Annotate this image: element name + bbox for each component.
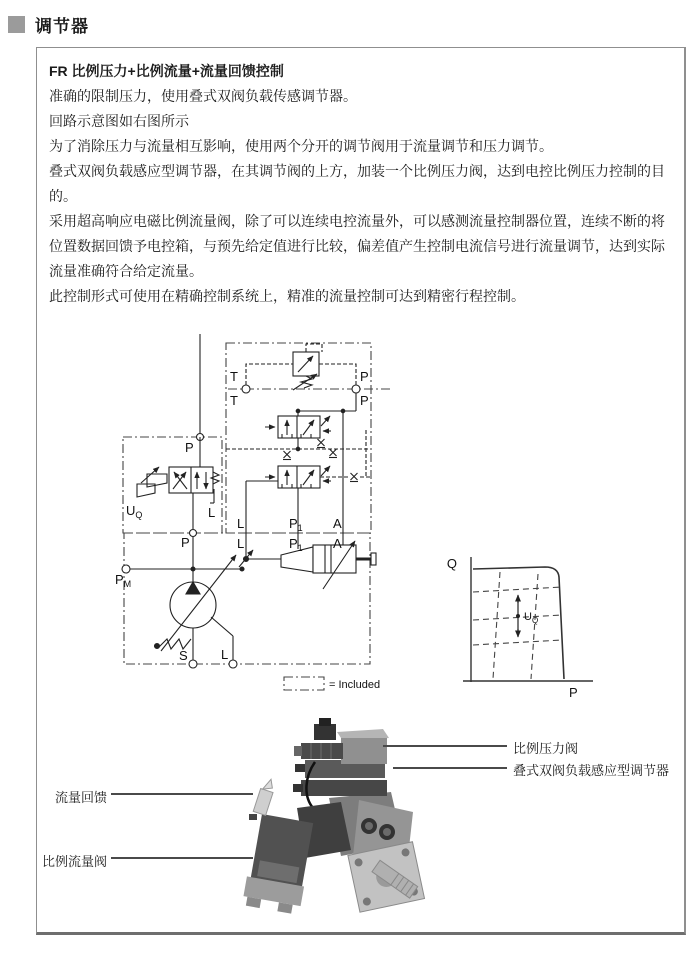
- label-p: P: [360, 369, 369, 384]
- paragraph: 叠式双阀负载感应型调节器，在其调节阀的上方，加装一个比例压力阀，达到电控比例压力控制的目的。: [49, 163, 665, 204]
- callout-regulator: 叠式双阀负载感应型调节器: [513, 763, 670, 778]
- sensor-nub: [249, 814, 257, 820]
- port-t: [242, 385, 250, 393]
- plugged-port-icon: [317, 439, 325, 448]
- port-hole-inner: [383, 828, 391, 836]
- label-l: L: [208, 505, 216, 520]
- label-uq: $U_Q$: [126, 503, 143, 520]
- feedback-sensor: [253, 777, 276, 815]
- chart-x-label: P: [569, 685, 578, 700]
- paragraph: 回路示意图如右图所示: [49, 113, 189, 129]
- label-p1: $P_1$: [289, 536, 303, 553]
- label-p: P: [181, 535, 190, 550]
- product-photo: [241, 716, 461, 936]
- label-t: T: [230, 393, 238, 408]
- callout-flow-valve: 比例流量阀: [41, 854, 107, 869]
- pressure-valve-block: [341, 738, 387, 764]
- label-s: S: [179, 648, 188, 663]
- flow-regulator-valve-upper: [265, 416, 331, 438]
- plate-tab: [293, 784, 303, 792]
- callout-line: [111, 793, 253, 795]
- plugged-port-icon: [350, 473, 358, 482]
- label-p: P: [360, 393, 369, 408]
- chart-y-label: Q: [446, 556, 457, 571]
- description-text: [49, 59, 677, 309]
- plate-tab: [295, 764, 305, 772]
- paragraph: 为了消除压力与流量相互影响，使用两个分开的调节阀用于流量调节和压力调节。: [49, 138, 553, 154]
- section-heading: FR 比例压力+比例流量+流量回馈控制: [49, 63, 284, 79]
- label-p: P: [185, 440, 194, 455]
- label-l: L: [237, 536, 245, 551]
- port-hole-inner: [365, 822, 373, 830]
- label-p1: $P_1$: [289, 516, 303, 533]
- label-pm: $P_M$: [115, 572, 132, 589]
- label-l: L: [237, 516, 245, 531]
- port-p-pilot: [352, 385, 360, 393]
- page-header: [8, 12, 89, 37]
- qp-chart: [447, 556, 593, 700]
- schematic-labels: [115, 369, 380, 691]
- paragraph: 此控制形式可使用在精确控制系统上，精准的流量控制可达到精密行程控制。: [49, 288, 525, 304]
- solenoid-coil: [301, 743, 343, 759]
- included-boundary-boxes: [123, 343, 391, 664]
- paragraph: 采用超高响应电磁比例流量阀，除了可以连续电控流量外，可以感测流量控制器位置，连续不断的将位置数据回馈予电控箱，与预先给定值进行比较，偏差值产生控制电流信号进行流量调节，达到实际流量准确符合给定流量。: [49, 213, 665, 279]
- label-l: L: [221, 647, 229, 662]
- uq-adjust-arrow: [516, 595, 520, 637]
- hydraulic-circuit-diagram: [101, 331, 621, 711]
- paragraph: 准确的限制压力，使用叠式双阀负载传感调节器。: [49, 88, 357, 104]
- coil-tip: [294, 746, 302, 756]
- port-p-bottom: [190, 530, 197, 537]
- plugged-port-icon: [283, 451, 291, 460]
- connector-knob: [319, 718, 331, 726]
- plugged-port-icon: [329, 449, 337, 458]
- callout-line: [393, 767, 507, 769]
- flow-valve-assembly: [242, 813, 315, 915]
- page-title: 调节器: [35, 17, 89, 36]
- label-a: A: [333, 536, 342, 551]
- label-a: A: [333, 516, 342, 531]
- callout-flow-feedback: 流量回馈: [54, 790, 107, 805]
- proportional-pressure-valve-symbol: [246, 344, 356, 390]
- proportional-flow-valve-symbol: [137, 437, 219, 529]
- chart-uq-label: $U_Q$: [524, 611, 539, 625]
- section-marker-icon: [8, 16, 25, 33]
- solenoid-connector: [314, 724, 336, 740]
- servo-cylinder-symbol: [239, 541, 376, 589]
- callout-line: [383, 745, 507, 747]
- callout-line: [111, 857, 253, 859]
- included-legend-icon: [284, 677, 324, 690]
- label-t: T: [230, 369, 238, 384]
- content-box: [36, 47, 686, 935]
- callout-pressure-valve: 比例压力阀: [513, 741, 579, 756]
- regulator-plate: [301, 780, 387, 796]
- legend-included-text: = Included: [329, 679, 381, 691]
